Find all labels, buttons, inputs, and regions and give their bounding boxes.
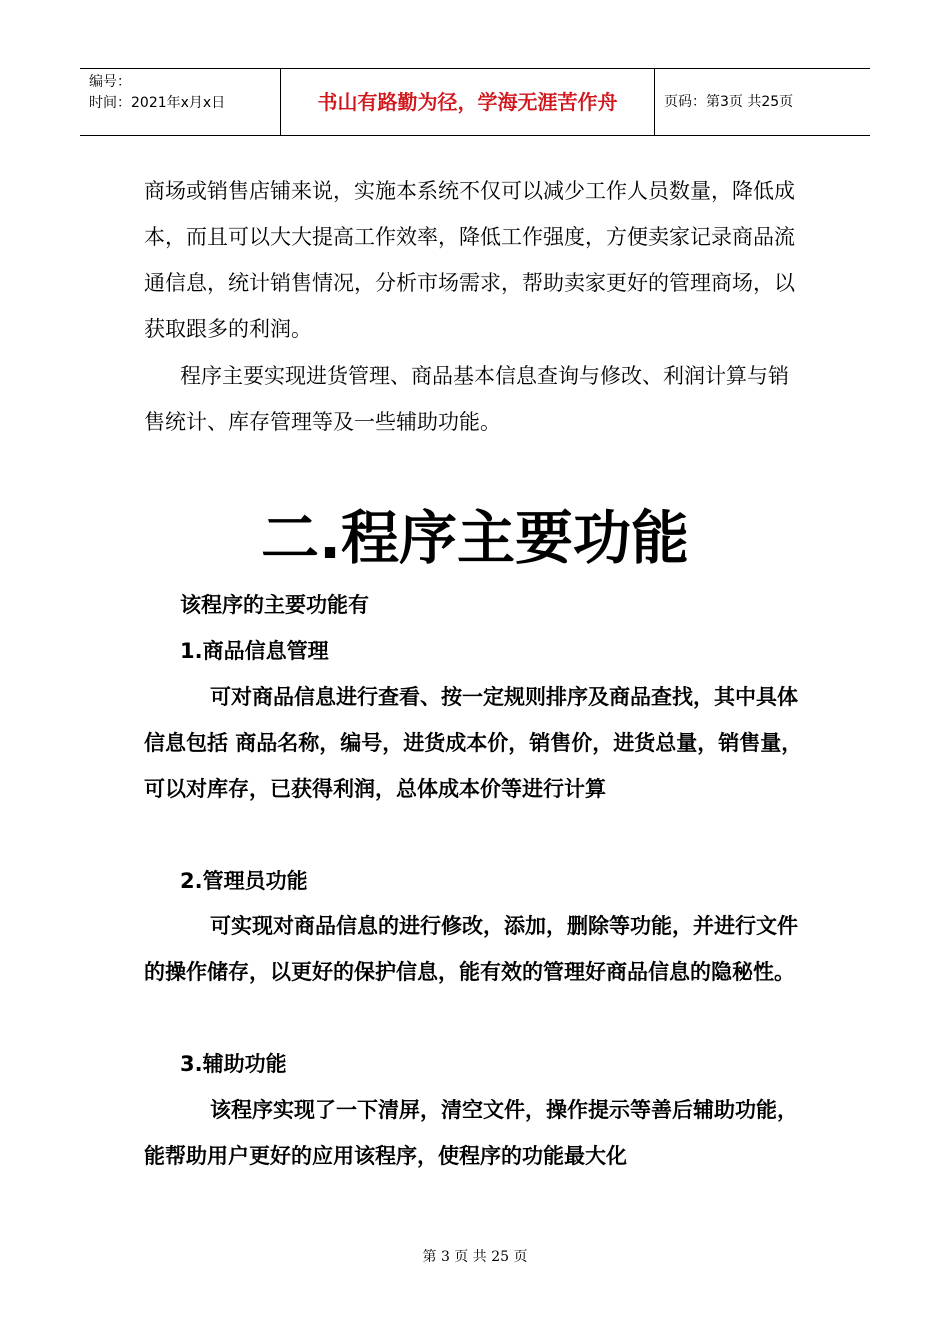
header-motto: 书山有路勤为径，学海无涯苦作舟 bbox=[281, 69, 655, 135]
section-title: 二.程序主要功能 bbox=[260, 504, 690, 572]
item-1-body: 可对商品信息进行查看、按一定规则排序及商品查找，其中具体信息包括 商品名称，编号，进货成本价，销售价，进货总量，销售量，可以对库存，已获得利润，总体成本价等进行计算 bbox=[144, 685, 803, 801]
item-3-heading: 3.辅助功能 bbox=[180, 1052, 287, 1076]
item-2-heading: 2.管理员功能 bbox=[180, 869, 308, 893]
header-page-info: 页码：第3页 共25页 bbox=[664, 94, 794, 110]
intro-paragraph-1: 商场或销售店铺来说，实施本系统不仅可以减少工作人员数量，降低成本，而且可以大大提高工作效率，降低工作强度，方便卖家记录商品流通信息，统计销售情况，分析市场需求，帮助卖家更好的管理商场，以获取跟多的利润。 bbox=[144, 179, 795, 341]
header-meta-cell bbox=[80, 69, 281, 135]
item-3-body: 该程序实现了一下清屏，清空文件，操作提示等善后辅助功能，能帮助用户更好的应用该程序，使程序的功能最大化 bbox=[144, 1098, 798, 1168]
document-number-label: 编号： bbox=[89, 74, 131, 90]
section-lead: 该程序的主要功能有 bbox=[180, 593, 369, 617]
intro-paragraph-2: 程序主要实现进货管理、商品基本信息查询与修改、利润计算与销售统计、库存管理等及一些辅助功能。 bbox=[144, 364, 789, 434]
page-header bbox=[80, 68, 870, 136]
document-date-label: 时间：2021年x月x日 bbox=[89, 95, 226, 111]
item-1-heading: 1.商品信息管理 bbox=[180, 639, 329, 663]
item-2-body: 可实现对商品信息的进行修改，添加，删除等功能，并进行文件的操作储存，以更好的保护信息，能有效的管理好商品信息的隐秘性。 bbox=[144, 914, 798, 984]
page-footer: 第 3 页 共 25 页 bbox=[422, 1249, 528, 1265]
